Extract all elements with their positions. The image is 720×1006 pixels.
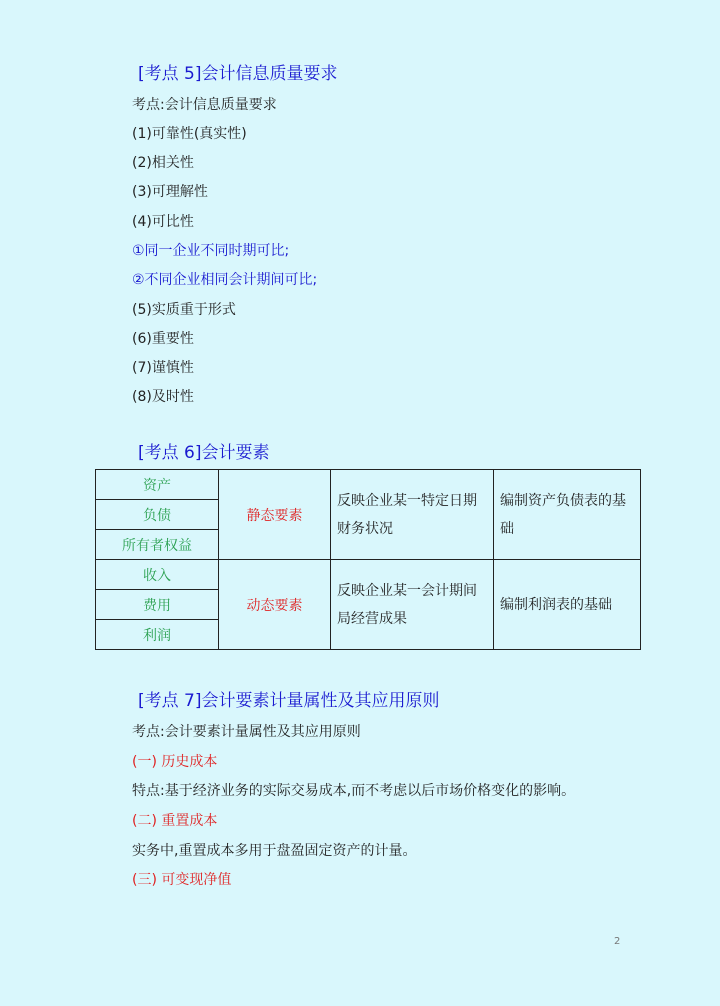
section-6-heading: [考点 6]会计要素 [138,443,270,463]
s5-item: (6)重要性 [132,331,194,347]
basis-cell: 编制利润表的基础 [494,560,641,650]
type-cell: 静态要素 [219,470,331,560]
element-cell: 资产 [96,470,219,500]
s5-sub: ①同一企业不同时期可比; [132,243,290,259]
s5-item: (5)实质重于形式 [132,302,236,318]
section-7-heading: [考点 7]会计要素计量属性及其应用原则 [138,691,440,711]
s5-item: (4)可比性 [132,214,194,230]
s5-sub: ②不同企业相同会计期间可比; [132,272,318,288]
s7-intro: 考点:会计要素计量属性及其应用原则 [132,724,361,740]
element-cell: 所有者权益 [96,530,219,560]
s7-paragraph: 特点:基于经济业务的实际交易成本,而不考虑以后市场价格变化的影响。 [132,783,576,799]
s7-subheading: (二) 重置成本 [132,813,218,829]
desc-cell: 反映企业某一特定日期财务状况 [331,470,494,560]
s7-subheading: (一) 历史成本 [132,754,218,770]
element-cell: 费用 [96,590,219,620]
s7-paragraph: 实务中,重置成本多用于盘盈固定资产的计量。 [132,843,417,859]
basis-cell: 编制资产负债表的基础 [494,470,641,560]
section-5-heading: [考点 5]会计信息质量要求 [138,64,338,84]
s5-item: (2)相关性 [132,155,194,171]
s5-item: (1)可靠性(真实性) [132,126,247,142]
element-cell: 利润 [96,620,219,650]
s7-subheading: (三) 可变现净值 [132,872,232,888]
page-number: 2 [614,936,621,947]
s5-item: (8)及时性 [132,389,194,405]
type-cell: 动态要素 [219,560,331,650]
s5-item: (3)可理解性 [132,184,208,200]
accounting-elements-table [95,469,641,650]
element-cell: 负债 [96,500,219,530]
desc-cell: 反映企业某一会计期间局经营成果 [331,560,494,650]
element-cell: 收入 [96,560,219,590]
s5-intro: 考点:会计信息质量要求 [132,97,277,113]
s5-item: (7)谨慎性 [132,360,194,376]
